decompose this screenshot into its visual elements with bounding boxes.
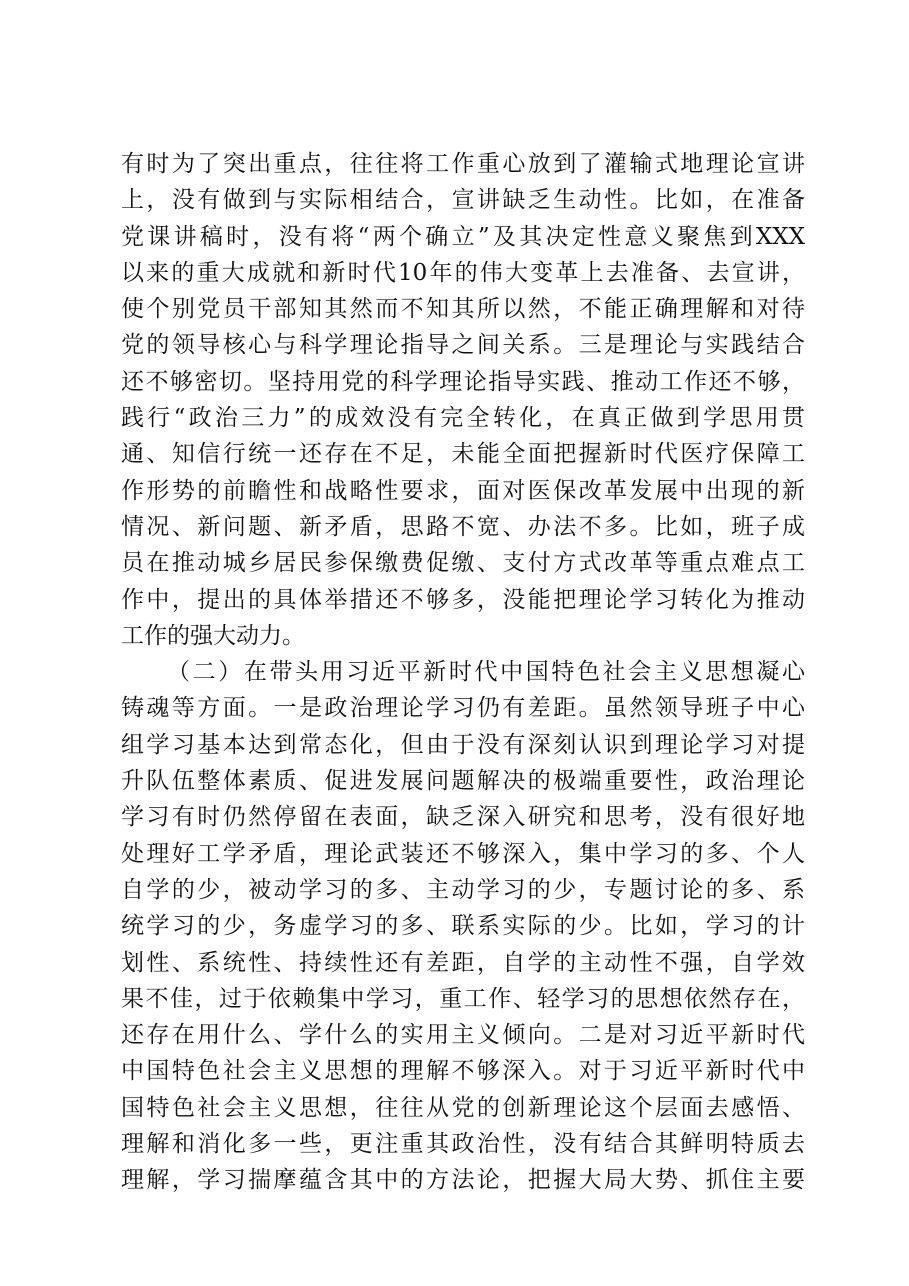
text-line: 理解，学习揣摩蕴含其中的方法论，把握大局大势、抓住主要 xyxy=(121,1167,805,1194)
text-line: 学习有时仍然停留在表面，缺乏深入研究和思考，没有很好地 xyxy=(121,804,805,831)
text-line: 有时为了突出重点，往往将工作重心放到了灌输式地理论宣讲 xyxy=(121,151,805,177)
text-line: 以来的重大成就和新时代10年的伟大变革上去准备、去宣讲， xyxy=(121,259,805,286)
text-line: 国特色社会主义思想，往往从党的创新理论这个层面去感悟、 xyxy=(121,1094,805,1121)
text-line: 统学习的少，务虚学习的多、联系实际的少。比如，学习的计 xyxy=(121,913,805,940)
text-line: 通、知信行统一还存在不足，未能全面把握新时代医疗保障工 xyxy=(121,441,805,468)
text-line: 员在推动城乡居民参保缴费促缴、支付方式改革等重点难点工 xyxy=(121,550,805,577)
paragraph-end-line: 工作的强大动力。 xyxy=(121,622,305,649)
text-line: 党的领导核心与科学理论指导之间关系。三是理论与实践结合 xyxy=(121,332,805,359)
text-line: 升队伍整体素质、促进发展问题解决的极端重要性，政治理论 xyxy=(121,768,805,795)
text-line: 践行“政治三力”的成效没有完全转化，在真正做到学思用贯 xyxy=(121,405,805,432)
text-line: 自学的少，被动学习的多、主动学习的少，专题讨论的多、系 xyxy=(121,876,805,903)
document-body xyxy=(121,146,805,1199)
text-line: 作中，提出的具体举措还不够多，没能把理论学习转化为推动 xyxy=(121,586,805,613)
text-line: 上，没有做到与实际相结合，宣讲缺乏生动性。比如，在准备 xyxy=(121,187,805,214)
text-line: 还不够密切。坚持用党的科学理论指导实践、推动工作还不够， xyxy=(121,368,805,395)
text-line: 情况、新问题、新矛盾，思路不宽、办法不多。比如，班子成 xyxy=(121,513,805,540)
text-line: 组学习基本达到常态化，但由于没有深刻认识到理论学习对提 xyxy=(121,731,805,758)
text-line: 中国特色社会主义思想的理解不够深入。对于习近平新时代中 xyxy=(121,1058,805,1085)
text-line: 党课讲稿时，没有将“两个确立”及其决定性意义聚焦到XXX xyxy=(121,223,805,250)
text-line: 划性、系统性、持续性还有差距，自学的主动性不强，自学效 xyxy=(121,949,805,976)
text-line: 还存在用什么、学什么的实用主义倾向。二是对习近平新时代 xyxy=(121,1022,805,1049)
text-line: 理解和消化多一些，更注重其政治性，没有结合其鲜明特质去 xyxy=(121,1131,805,1158)
text-line: 作形势的前瞻性和战略性要求，面对医保改革发展中出现的新 xyxy=(121,477,805,504)
text-line: 使个别党员干部知其然而不知其所以然，不能正确理解和对待 xyxy=(121,296,805,323)
text-line: 果不佳，过于依赖集中学习，重工作、轻学习的思想依然存在， xyxy=(121,985,805,1012)
text-line: 铸魂等方面。一是政治理论学习仍有差距。虽然领导班子中心 xyxy=(121,695,805,722)
text-line: 处理好工学矛盾，理论武装还不够深入，集中学习的多、个人 xyxy=(121,840,805,867)
section-heading-line: （二）在带头用习近平新时代中国特色社会主义思想凝心 xyxy=(167,659,805,686)
